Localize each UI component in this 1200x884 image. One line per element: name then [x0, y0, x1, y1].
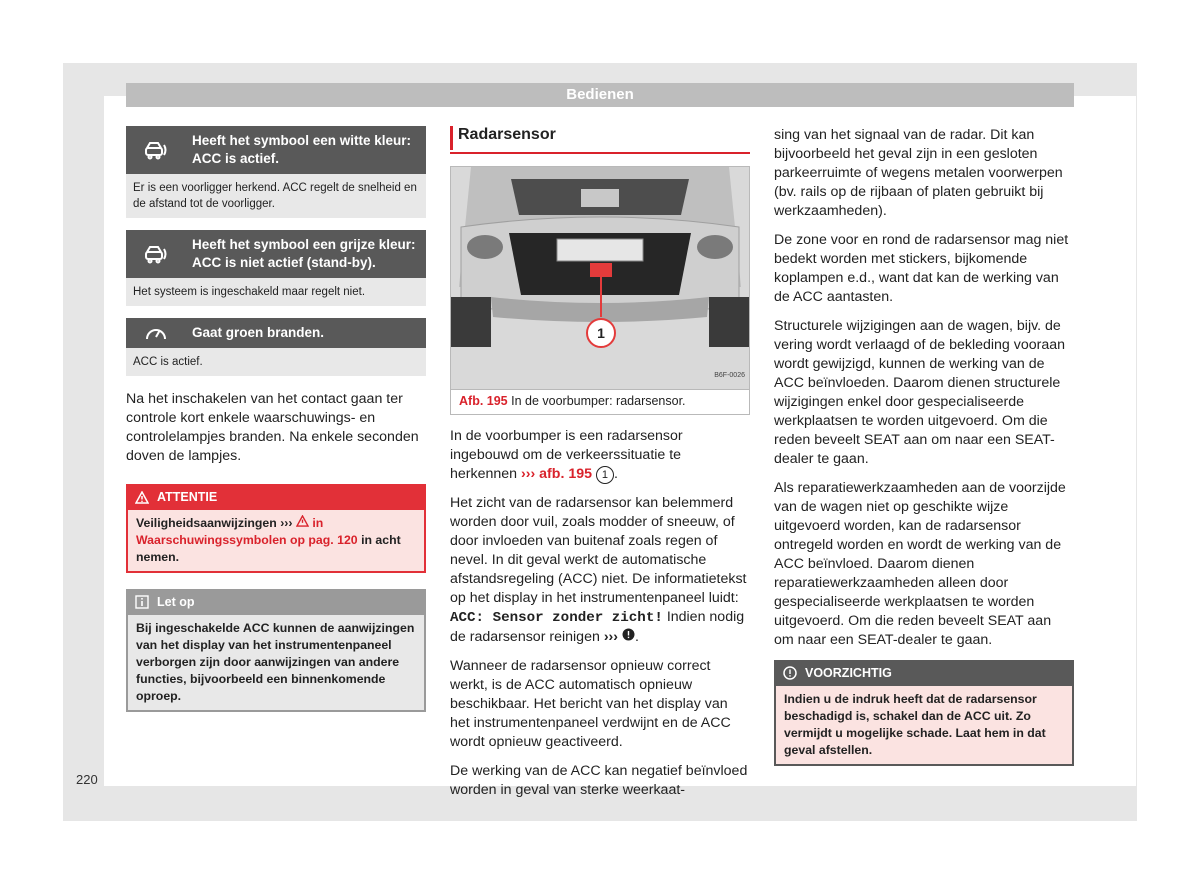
attention-text-b: in acht nemen. — [136, 533, 401, 564]
reference-arrow: ››› — [280, 516, 293, 530]
speedometer-icon — [126, 323, 186, 343]
symbol-title-line1: Heeft het symbool een witte kleur: — [192, 133, 412, 148]
attention-body — [126, 510, 426, 573]
warning-triangle-icon — [296, 516, 309, 530]
paragraph-intro: Na het inschakelen van het contact gaan ter controle kort enkele waarschuwings- en controlelampjes branden. Na enkele seconden doven de lampjes. — [126, 391, 419, 464]
symbol-block-green — [126, 318, 426, 376]
symbol-header — [126, 230, 426, 278]
paragraph-col3-3: Structurele wijzigingen aan de wagen, bijv. de vering wordt verlaagd of de bekleding vooraan wordt gewijzigd, kunnen de werking van de ACC beïnvloeden. Daarom dienen structurele wijzigingen enkel door gespecialiseerde werkplaatsen te worden uitgevoerd. Om die reden beveelt SEAT aan om naar een SEAT-dealer te gaan. — [774, 318, 1066, 467]
acc-car-icon — [126, 242, 186, 266]
column-1 — [126, 126, 426, 712]
figure-link[interactable]: afb. 195 — [539, 466, 592, 482]
callout-circle: 1 — [596, 466, 614, 484]
note-header — [126, 589, 426, 615]
symbol-block-white — [126, 126, 426, 218]
paragraph-text: In de voorbumper is een radarsensor ingebouwd om de verkeerssituatie te herkennen — [450, 428, 683, 482]
symbol-description: ACC is actief. — [126, 348, 426, 376]
note-body: Bij ingeschakelde ACC kunnen de aanwijzingen van het display van het instrumentenpaneel verborgen zijn door aanwijzingen van andere functies, bijvoorbeeld een binnenkomende oproep. — [126, 615, 426, 712]
figure — [450, 166, 750, 415]
paragraph-end: . — [634, 629, 639, 645]
symbol-description: Het systeem is ingeschakeld maar regelt niet. — [126, 278, 426, 306]
attention-title: ATTENTIE — [157, 490, 218, 504]
symbol-title-line1: Heeft het symbool een grijze kleur: — [192, 237, 416, 252]
column-3 — [774, 126, 1074, 766]
paragraph-end: . — [613, 466, 618, 482]
note-box — [126, 589, 426, 712]
symbol-header — [126, 126, 426, 174]
attention-box — [126, 484, 426, 573]
column-2 — [450, 126, 750, 810]
info-icon — [135, 595, 149, 609]
symbol-title-line2: ACC is actief. — [192, 151, 280, 166]
symbol-block-gray — [126, 230, 426, 306]
symbol-title-line1: Gaat groen branden. — [192, 325, 325, 340]
reference-arrow: ››› — [603, 629, 618, 645]
car-front-illustration — [451, 167, 749, 389]
caution-circle-icon — [622, 629, 635, 645]
caution-body: Indien u de indruk heeft dat de radarsensor beschadigd is, schakel dan de ACC uit. Zo vermijdt u mogelijke schade. Laat hem in dat geval afstellen. — [774, 686, 1074, 766]
figure-callout-1: 1 — [597, 325, 605, 341]
symbol-header — [126, 318, 426, 348]
paragraph-radar-1 — [450, 427, 750, 484]
paragraph-radar-3: Wanneer de radarsensor opnieuw correct werkt, is de ACC automatisch opnieuw beschikbaar. Het bericht van het display van het instrumentenpaneel verdwijnt en de ACC wordt opnieuw geactiveerd. — [450, 658, 731, 750]
attention-link[interactable]: in Waarschuwingssymbolen op pag. 120 — [136, 516, 358, 547]
figure-code: B6F-0026 — [714, 372, 745, 379]
section-rule — [450, 152, 750, 154]
acc-car-icon — [126, 138, 186, 162]
warning-triangle-icon — [135, 491, 149, 504]
figure-caption-text: In de voorbumper: radarsensor. — [511, 394, 686, 408]
figure-caption — [451, 389, 749, 414]
section-title: Radarsensor — [450, 126, 750, 152]
figure-caption-label: Afb. 195 — [459, 394, 508, 408]
note-title: Let op — [157, 595, 195, 609]
caution-title: VOORZICHTIG — [805, 666, 892, 680]
paragraph-col3-2: De zone voor en rond de radarsensor mag niet bedekt worden met stickers, bijkomende koplampen e.d., want dat kan de werking van de ACC aantasten. — [774, 232, 1069, 305]
caution-box — [774, 660, 1074, 766]
symbol-title-line2: ACC is niet actief (stand-by). — [192, 255, 376, 270]
caution-circle-icon — [783, 666, 797, 680]
reference-arrow: ››› — [521, 466, 536, 482]
paragraph-radar-4: De werking van de ACC kan negatief beïnvloed worden in geval van sterke weerkaat- — [450, 763, 748, 798]
display-message: ACC: Sensor zonder zicht! — [450, 610, 663, 626]
symbol-description: Er is een voorligger herkend. ACC regelt de snelheid en de afstand tot de voorligger. — [126, 174, 426, 218]
attention-header — [126, 484, 426, 510]
attention-text-a: Veiligheidsaanwijzingen — [136, 516, 277, 530]
paragraph-col3-1: sing van het signaal van de radar. Dit kan bijvoorbeeld het geval zijn in een gesloten parkeerruimte of wegens metalen voorwerpen (bv. rails op de rijbaan of platen gebruikt bij werkzaamheden). — [774, 127, 1063, 219]
paragraph-text: Indien nodig de radarsensor reinigen — [450, 609, 745, 645]
paragraph-col3-4: Als reparatiewerkzaamheden aan de voorzijde van de wagen niet op geschikte wijze uitgevoerd worden, kan de radarsensor ontregeld worden en wordt de werking van de ACC beïnvloed. Daarom dienen reparatiewerkzaamheden alleen door gespecialiseerde werkplaatsen te worden uitgevoerd. Om die reden beveelt SEAT aan om naar een SEAT-dealer te gaan. — [774, 480, 1066, 648]
paragraph-text: Het zicht van de radarsensor kan belemmerd worden door vuil, zoals modder of sneeuw, of door invloeden van buitenaf zoals regen of nevel. In dit geval werkt de automatische afstandsregeling (ACC) niet. De informatietekst op het display in het instrumentenpaneel luidt: — [450, 495, 747, 606]
paragraph-radar-2 — [450, 494, 750, 647]
page-header: Bedienen — [126, 83, 1074, 107]
caution-header — [774, 660, 1074, 686]
page-number: 220 — [76, 772, 98, 787]
